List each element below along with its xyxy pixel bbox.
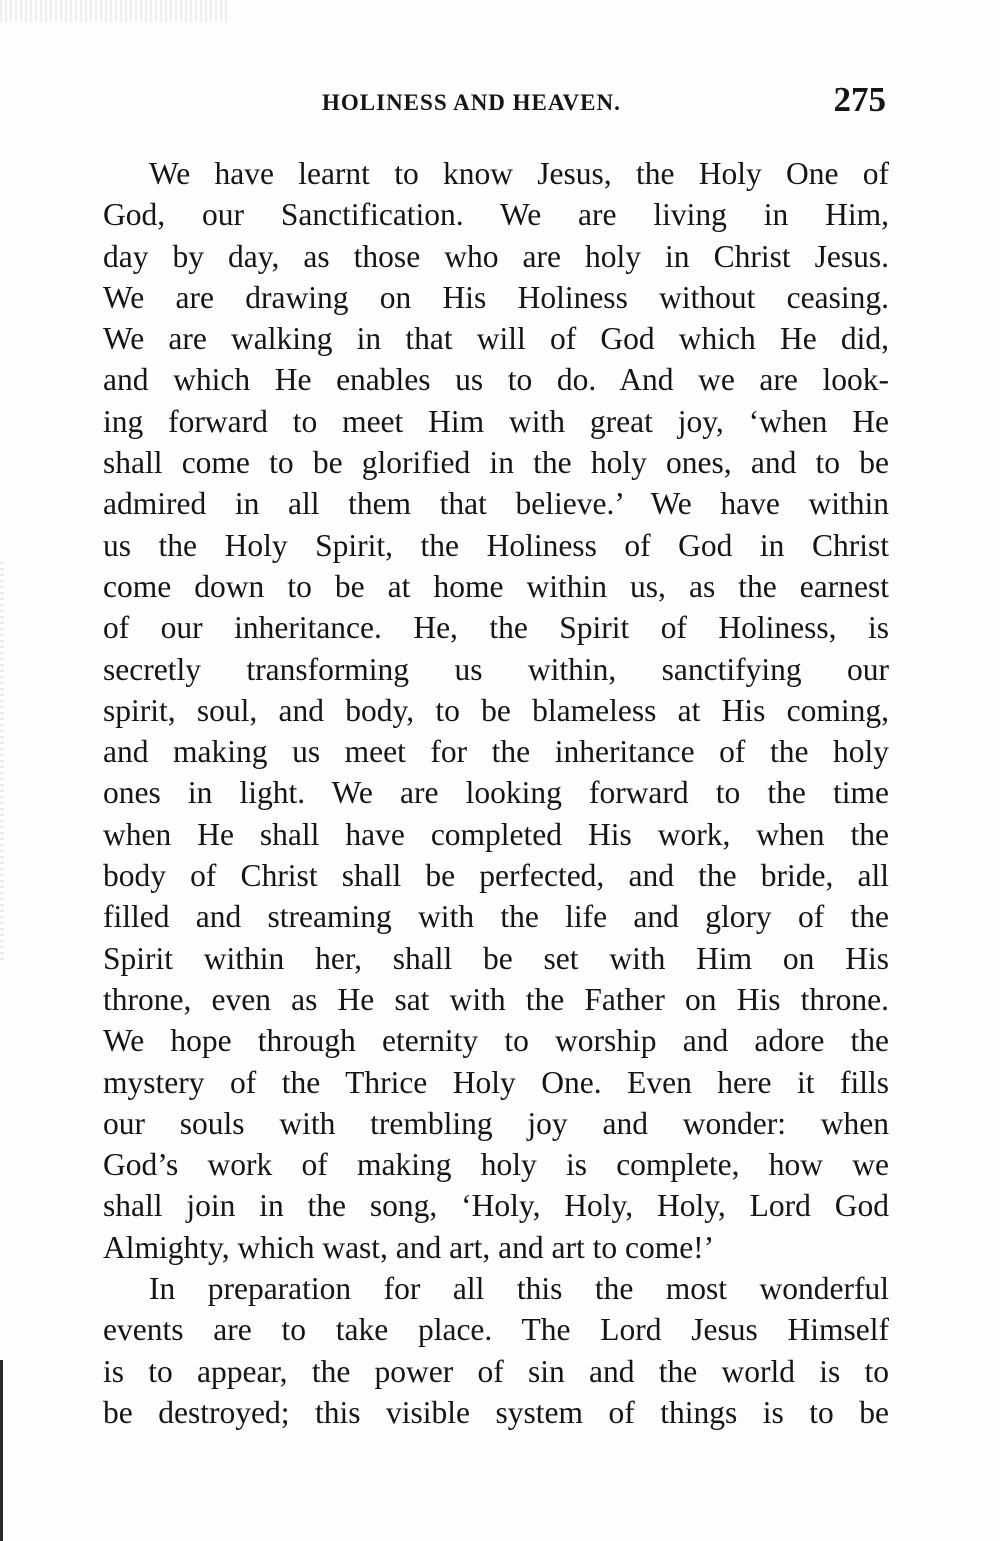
text-line: and which He enables us to do. And we are look- [103, 362, 889, 398]
text-line: We have learnt to know Jesus, the Holy One of [149, 156, 889, 191]
text-line: day by day, as those who are holy in Christ Jesus. [103, 238, 889, 274]
text-line: God, our Sanctification. We are living in Him, [103, 197, 889, 233]
text-line: shall join in the song, ‘Holy, Holy, Holy, Lord God [103, 1188, 889, 1224]
text-line: body of Christ shall be perfected, and the bride, all [103, 858, 889, 894]
text-line: when He shall have completed His work, when the [103, 816, 889, 852]
text-line: events are to take place. The Lord Jesus Himself [103, 1312, 889, 1348]
scan-speckle-left [0, 560, 4, 960]
text-line: come down to be at home within us, as the earnest [103, 568, 889, 604]
text-line: shall come to be glorified in the holy ones, and to be [103, 445, 889, 481]
text-line: secretly transforming us within, sanctifying our [103, 651, 889, 687]
text-line: throne, even as He sat with the Father on His throne. [103, 981, 889, 1017]
text-line: Spirit within her, shall be set with Him on His [103, 940, 889, 976]
text-line: mystery of the Thrice Holy One. Even here it fills [103, 1064, 889, 1100]
scan-speckle-top [0, 0, 230, 22]
text-line: spirit, soul, and body, to be blameless at His coming, [103, 692, 889, 728]
body-text [103, 153, 889, 1433]
page-number: 275 [833, 80, 886, 119]
text-line: God’s work of making holy is complete, how we [103, 1147, 889, 1183]
text-line: admired in all them that believe.’ We have within [103, 486, 889, 522]
text-line: In preparation for all this the most wonderful [149, 1271, 889, 1307]
text-line: us the Holy Spirit, the Holiness of God in Christ [103, 527, 889, 563]
text-line: We are drawing on His Holiness without ceasing. [103, 279, 889, 315]
page-header [102, 80, 888, 124]
text-line: filled and streaming with the life and glory of the [103, 899, 889, 935]
text-line: Almighty, which wast, and art, and art to come!’ [103, 1229, 715, 1265]
running-title: HOLINESS AND HEAVEN. [322, 90, 621, 115]
text-line: ing forward to meet Him with great joy, ‘when He [103, 403, 889, 439]
text-line: We are walking in that will of God which He did, [103, 321, 889, 357]
text-line: and making us meet for the inheritance of the holy [103, 734, 889, 770]
scan-edge-line [0, 1360, 3, 1541]
text-line: of our inheritance. He, the Spirit of Holiness, is [103, 610, 889, 646]
text-line: be destroyed; this visible system of things is to be [103, 1394, 889, 1430]
text-line: is to appear, the power of sin and the world is to [103, 1353, 889, 1389]
text-line: ones in light. We are looking forward to the time [103, 775, 889, 811]
text-line: We hope through eternity to worship and adore the [103, 1023, 889, 1059]
text-line: our souls with trembling joy and wonder: when [103, 1105, 889, 1141]
